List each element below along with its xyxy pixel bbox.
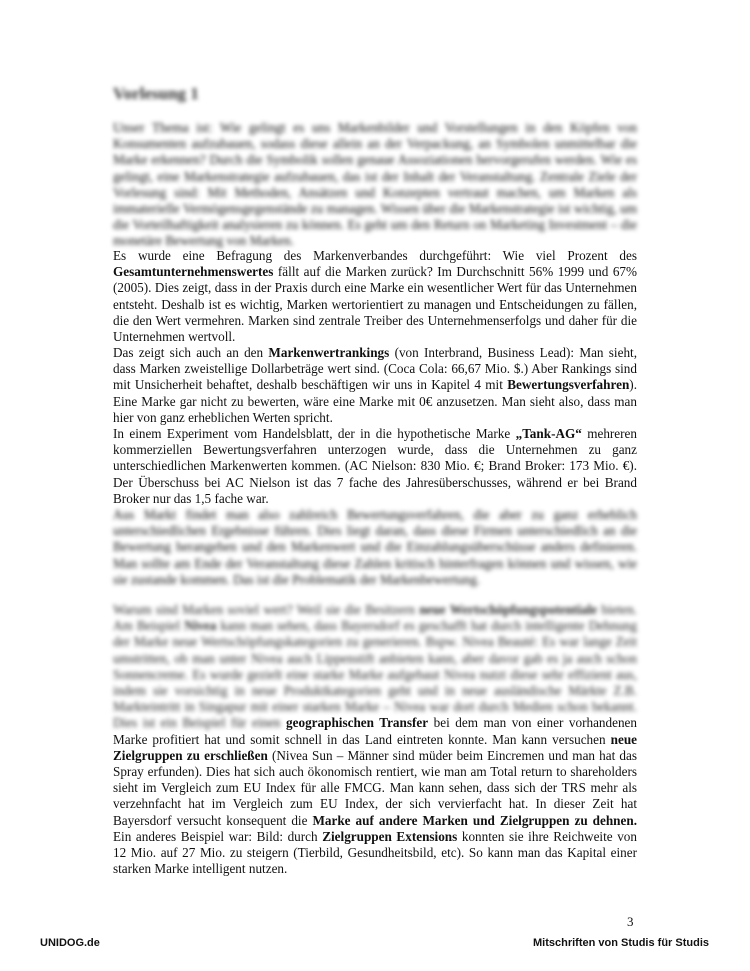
p1-text-2: fällt auf die Marken zurück? Im Durchschnitt 56% 1999 und 67% (2005). Dies zeigt, dass in der Praxis durch eine Marke ein wesentlicher Wert für das Unternehmen entsteht. Deshalb ist es wichtig, Marken wertorientiert zu managen und Entscheidungen zu fällen, die den Wert vermehren. Marken sind zentrale Treiber des Unternehmenserfolgs und daher für die Unternehmen wertvoll. <box>113 264 637 345</box>
p4-bold-geographischer-transfer: geographischen Transfer <box>286 715 429 731</box>
paragraph-markenverband <box>113 248 637 345</box>
p3-text-2: mehreren kommerziellen Bewertungsverfahren unterzogen wurde, dass die Unternehmen zu ganz unterschiedlichen Markenwerten kommen. (AC Nielson: 830 Mio. €; Brand Broker: 173 Mio. €). Der Überschuss bei AC Nielson ist das 7 fache des Jahresüberschusses, während er bei Brand Broker nur das 1,5 fache war. <box>113 426 637 506</box>
p1-text-1: Es wurde eine Befragung des Markenverbandes durchgeführt: Wie viel Prozent des <box>113 248 637 263</box>
p4-blur-text-2: bieten. Am Beispiel <box>113 602 637 634</box>
paragraph-handelsblatt <box>113 426 637 507</box>
p4-bold-neue-zielgruppen: neue Zielgruppen zu erschließen <box>113 731 637 763</box>
p4-blur-bold-nivea: Nivea <box>184 618 217 634</box>
p2-text-1: Das zeigt sich auch an den <box>113 345 269 360</box>
intro-paragraph-blurred: Unser Thema ist: Wie gelingt es uns Markenbilder und Vorstellungen in den Köpfen von Konsumenten aufzubauen, sodass diese allein an der Verpackung, an Symbolen unmittelbar die Marke erkennen? Durch die Symbolik sollen genaue Assoziationen hervorgerufen werden. Wie es gelingt, eine Markenstrategie aufzubauen, das ist der Inhalt der Veranstaltung. Zentrale Ziele der Vorlesung sind: Mit Methoden, Ansätzen und Konzepten vertraut machen, um Marken als immaterielle Vermögensgegenstände zu managen. Wissen über die Markenstrategie ist wichtig, um die Vorteilhaftigkeit analysieren zu können. Es geht um den Return on Marketing Investment – die monetäre Bewertung von Marken. <box>113 120 637 249</box>
p4-text-2: (Nivea Sun – Männer sind müder beim Eincremen und man hat das Spray erfunden). Dies hat sich auch ökonomisch rentiert, wie man am Total return to shareholders sieht im Vergleich zum EU Index für alle FMCG. Man kann sehen, dass sich der TRS mehr als verzehnfacht hat im Vergleich zum EU Index, der sich vervierfacht hat. In dieser Zeit hat Bayersdorf versucht konsequent die <box>113 747 638 828</box>
p4-blur-text-1: Warum sind Marken soviel wert? Weil sie die Besitzern <box>113 602 420 617</box>
p3-bold-tank-ag: „Tank-AG“ <box>515 426 582 441</box>
footer-brand: UNIDOG.de <box>40 937 100 949</box>
p2-bold-bewertungsverfahren: Bewertungsverfahren <box>507 377 630 393</box>
p4-blur-bold-1: neue Wertschöpfungspotentiale <box>419 602 598 617</box>
p3-text-1: In einem Experiment vom Handelsblatt, der in die hypothetische Marke <box>113 426 516 441</box>
p4-bold-zielgruppen-extensions: Zielgruppen Extensions <box>322 828 458 844</box>
p4-text-4: konnten sie ihre Reichweite von 12 Mio. auf 27 Mio. zu steigern (Tierbild, Gesundheitsbild, etc). So kann man das Kapital einer starken Marke intelligent nutzen. <box>113 828 637 877</box>
p2-text-3: ). Eine Marke gar nicht zu bewerten, wäre eine Marke mit 0€ anzusetzen. Man sieht also, dass man hier von ganz erheblichen Werten spricht. <box>113 377 637 425</box>
p4-text-1: bei dem man von einer vorhandenen Marke profitiert hat und somit schnell in das Land eintreten konnte. Man kann versuchen <box>113 715 638 747</box>
p2-text-2: (von Interbrand, Business Lead): Man sieht, dass Marken zweistellige Dollarbeträge wert sind. (Coca Cola: 66,67 Mio. $.) Aber Rankings sind mit Unsicherheit behaftet, deshalb beschäftigen wir uns in Kapitel 4 mit <box>113 345 638 393</box>
p1-bold-gesamtunternehmenswert: Gesamtunternehmenswertes <box>113 264 274 280</box>
p4-text-3: Ein anderes Beispiel war: Bild: durch <box>113 828 323 844</box>
middle-paragraph-blurred: Aus Markt findet man also zahlreich Bewertungsverfahren, die aber zu ganz erheblich unterschiedlichen Ergebnisse führen. Dies liegt daran, dass diese Firmen unterschiedlich an die Bewertung herangehen und den Markenwert und die Einzahlungsüberschüsse anders definieren. Man sollte am Ende der Veranstaltung diese Zahlen kritisch hinterfragen können und wissen, wie sie zustande kommen. Das ist die Problematik der Markenbewertung. <box>113 507 637 587</box>
p2-bold-markenwertrankings: Markenwertrankings <box>268 345 390 360</box>
paragraph-nivea <box>113 602 637 877</box>
p4-blur-text-3: kann man sehen, dass Bayersdorf es geschafft hat durch intelligente Dehnung der Marke neue Wertschöpfungskategorien zu generieren. Bspw. Nivea Beauté: Es war lange Zeit umstritten, ob man unter Nivea auch Lippenstift anbieten kann, aber davor gab es ja auch schon Sonnencreme. Es wurde gezielt eine starke Marke aufgebaut Nivea nutzt diese sehr effizient aus, indem sie vorsichtig in neue Produktkategorien geht und in neue ausländische Märkte Z.B. Markteintritt in Singapur mit einer starken Marke – Nivea war dort durch Medien schon bekannt. Dies ist ein Beispiel für einen <box>113 618 637 731</box>
page-number: 3 <box>627 914 634 929</box>
page-heading: Vorlesung 1 <box>113 84 199 103</box>
paragraph-markenwertrankings <box>113 345 637 426</box>
footer-tagline: Mitschriften von Studis für Studis <box>532 937 709 949</box>
p4-bold-marke-dehnen: Marke auf andere Marken und Zielgruppen zu dehnen. <box>312 812 637 828</box>
